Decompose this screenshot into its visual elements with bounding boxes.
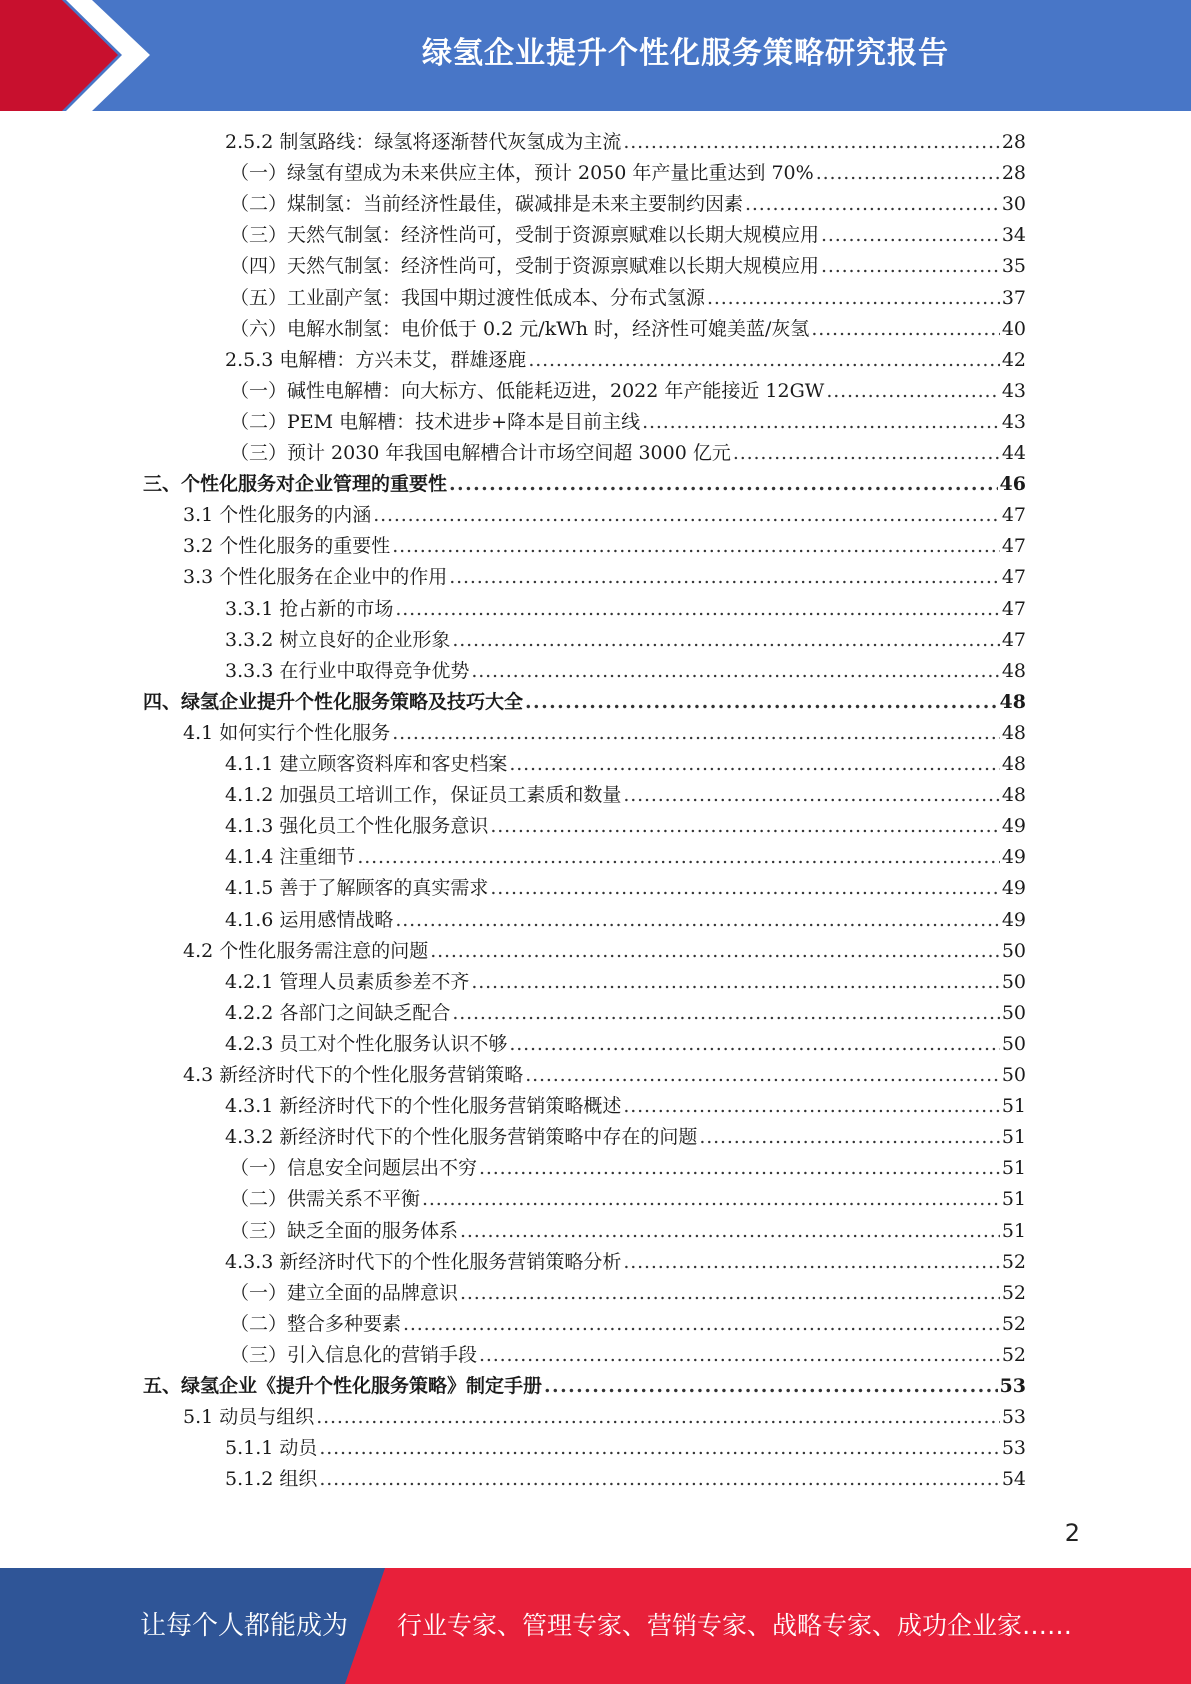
toc-leader-dots (821, 251, 1000, 282)
toc-leader-dots (430, 936, 1000, 967)
toc-leader-dots (509, 1029, 999, 1060)
toc-entry-page: 48 (999, 690, 1026, 713)
toc-leader-dots (623, 780, 999, 811)
toc-entry-page: 44 (1001, 442, 1026, 464)
toc-leader-dots (395, 905, 999, 936)
page-footer (0, 1568, 1191, 1684)
toc-entry-page: 30 (1001, 193, 1026, 216)
toc-entry-page: 46 (999, 473, 1026, 496)
toc-leader-dots (460, 1216, 1000, 1247)
page-number: 2 (1064, 1519, 1080, 1547)
toc-entry-title: 5.1.2 组织 (225, 1468, 318, 1491)
footer-slogan-right: 行业专家、管理专家、营销专家、战略专家、成功企业家…… (397, 1611, 1073, 1640)
toc-entry-page: 51 (1001, 1126, 1026, 1149)
toc-entry-title: 4.3.1 新经济时代下的个性化服务营销策略概述 (225, 1095, 622, 1118)
toc-entry-title: 4.1.4 注重细节 (225, 846, 356, 869)
toc-entry-page: 47 (1001, 535, 1026, 558)
toc-leader-dots (745, 189, 1000, 220)
toc-leader-dots (490, 873, 999, 904)
toc-entry-page: 34 (1001, 224, 1026, 247)
toc-leader-dots (699, 1122, 999, 1153)
toc-entry-page: 49 (1001, 908, 1026, 931)
toc-leader-dots (403, 1309, 1000, 1340)
toc-entry[interactable] (225, 967, 1026, 998)
toc-entry-title: （二）煤制氢：当前经济性最佳，碳减排是未来主要制约因素 (230, 193, 744, 216)
toc-entry[interactable] (143, 1371, 1026, 1402)
toc-entry-title: （一）碱性电解槽：向大标方、低能耗迈进，2022 年产能接近 12GW (230, 379, 825, 402)
toc-entry[interactable] (230, 1278, 1026, 1309)
toc-entry-page: 48 (1001, 784, 1026, 807)
toc-entry[interactable] (225, 1091, 1026, 1122)
toc-leader-dots (373, 500, 1000, 531)
toc-entry-page: 47 (1001, 597, 1026, 620)
toc-leader-dots (826, 376, 999, 407)
toc-entry-title: 4.1.6 运用感情战略 (225, 908, 394, 931)
toc-entry[interactable] (230, 251, 1026, 282)
toc-entry-title: （二）供需关系不平衡 (230, 1188, 421, 1211)
toc-entry-title: （一）建立全面的品牌意识 (230, 1281, 459, 1304)
toc-entry-title: （一）信息安全问题层出不穷 (230, 1157, 478, 1180)
toc-entry[interactable] (230, 1309, 1026, 1340)
header-arrow-decoration (0, 0, 150, 111)
toc-entry-page: 37 (1001, 286, 1026, 309)
toc-leader-dots (357, 842, 999, 873)
toc-entry[interactable] (230, 407, 1026, 438)
toc-entry-title: 四、绿氢企业提升个性化服务策略及技巧大全 (143, 690, 524, 713)
toc-entry-title: （三）天然气制氢：经济性尚可，受制于资源禀赋难以长期大规模应用 (230, 224, 820, 247)
toc-entry-title: 3.3.2 树立良好的企业形象 (225, 628, 451, 651)
toc-entry-page: 52 (1001, 1281, 1026, 1304)
toc-entry-page: 28 (1001, 131, 1026, 153)
toc-entry-title: 三、个性化服务对企业管理的重要性 (143, 473, 448, 496)
toc-leader-dots (449, 469, 998, 500)
toc-entry-page: 53 (1001, 1406, 1026, 1429)
toc-entry-title: 4.3.3 新经济时代下的个性化服务营销策略分析 (225, 1250, 622, 1273)
toc-entry[interactable] (225, 594, 1026, 625)
toc-entry[interactable] (225, 127, 1026, 158)
toc-leader-dots (528, 345, 999, 376)
toc-entry-title: 3.3 个性化服务在企业中的作用 (183, 566, 448, 589)
toc-leader-dots (509, 749, 999, 780)
toc-leader-dots (471, 967, 999, 998)
toc-entry-page: 51 (1001, 1219, 1026, 1242)
toc-entry-title: 4.2.1 管理人员素质参差不齐 (225, 970, 470, 993)
toc-entry-page: 48 (1001, 721, 1026, 744)
toc-entry-title: 4.2.3 员工对个性化服务认识不够 (225, 1032, 508, 1055)
toc-leader-dots (452, 998, 999, 1029)
toc-entry-page: 47 (1001, 628, 1026, 651)
toc-leader-dots (623, 1091, 999, 1122)
toc-entry[interactable] (230, 314, 1026, 345)
toc-entry-title: 4.1.3 强化员工个性化服务意识 (225, 815, 489, 838)
toc-leader-dots (623, 127, 999, 158)
toc-entry[interactable] (183, 531, 1026, 562)
toc-entry-page: 53 (999, 1375, 1026, 1397)
toc-entry[interactable] (230, 438, 1026, 469)
report-title: 绿氢企业提升个性化服务策略研究报告 (422, 36, 949, 71)
toc-leader-dots (490, 811, 999, 842)
toc-entry-title: （四）天然气制氢：经济性尚可，受制于资源禀赋难以长期大规模应用 (230, 255, 820, 278)
toc-entry[interactable] (183, 562, 1026, 593)
toc-entry[interactable] (225, 1464, 1026, 1495)
toc-entry[interactable] (230, 1153, 1026, 1184)
toc-leader-dots (392, 718, 1000, 749)
toc-entry-title: 3.1 个性化服务的内涵 (183, 504, 372, 527)
toc-leader-dots (642, 407, 1000, 438)
toc-entry-page: 47 (1001, 504, 1026, 527)
toc-entry-title: 4.2.2 各部门之间缺乏配合 (225, 1001, 451, 1024)
toc-entry-title: （二）PEM 电解槽：技术进步+降本是目前主线 (230, 410, 641, 433)
toc-entry-page: 50 (1001, 939, 1026, 962)
toc-entry-title: （六）电解水制氢：电价低于 0.2 元/kWh 时，经济性可媲美蓝/灰氢 (230, 317, 810, 340)
toc-entry-title: 4.1 如何实行个性化服务 (183, 721, 391, 744)
toc-leader-dots (811, 314, 999, 345)
toc-leader-dots (319, 1433, 999, 1464)
toc-entry[interactable] (225, 345, 1026, 376)
toc-entry-page: 52 (1001, 1312, 1026, 1335)
toc-entry-page: 53 (1001, 1437, 1026, 1460)
toc-entry-page: 48 (1001, 753, 1026, 775)
toc-entry[interactable] (225, 780, 1026, 811)
toc-leader-dots (422, 1184, 1000, 1215)
toc-leader-dots (471, 656, 999, 687)
toc-entry[interactable] (225, 842, 1026, 873)
toc-entry[interactable] (183, 1060, 1026, 1091)
toc-leader-dots (733, 438, 1000, 469)
toc-entry[interactable] (230, 158, 1026, 189)
toc-leader-dots (392, 531, 1000, 562)
toc-entry[interactable] (225, 656, 1026, 687)
toc-entry-title: 5.1 动员与组织 (183, 1406, 315, 1429)
toc-leader-dots (316, 1402, 1000, 1433)
toc-entry-title: 2.5.2 制氢路线：绿氢将逐渐替代灰氢成为主流 (225, 131, 622, 153)
toc-entry-page: 54 (1001, 1468, 1026, 1491)
toc-entry-page: 52 (1001, 1250, 1026, 1273)
toc-entry-title: 3.3.3 在行业中取得竞争优势 (225, 659, 470, 682)
toc-entry[interactable] (225, 625, 1026, 656)
toc-entry-page: 50 (1001, 1064, 1026, 1086)
toc-leader-dots (395, 594, 999, 625)
toc-entry[interactable] (230, 283, 1026, 314)
toc-entry[interactable] (183, 1402, 1026, 1433)
toc-entry[interactable] (230, 376, 1026, 407)
toc-entry[interactable] (183, 500, 1026, 531)
toc-entry[interactable] (230, 1184, 1026, 1215)
toc-leader-dots (525, 1060, 1000, 1091)
toc-leader-dots (449, 562, 1000, 593)
toc-entry[interactable] (225, 1122, 1026, 1153)
toc-entry[interactable] (230, 1340, 1026, 1371)
toc-entry-page: 49 (1001, 846, 1026, 869)
toc-entry-page: 51 (1001, 1157, 1026, 1180)
toc-entry-page: 28 (1001, 162, 1026, 185)
toc-leader-dots (821, 220, 1000, 251)
toc-entry-title: 5.1.1 动员 (225, 1437, 318, 1460)
toc-entry[interactable] (183, 936, 1026, 967)
toc-leader-dots (544, 1371, 998, 1402)
toc-entry-page: 40 (1001, 317, 1026, 340)
toc-entry[interactable] (225, 811, 1026, 842)
toc-entry-title: 4.2 个性化服务需注意的问题 (183, 939, 429, 962)
toc-entry-page: 52 (1001, 1343, 1026, 1366)
toc-entry[interactable] (230, 1216, 1026, 1247)
toc-entry[interactable] (230, 189, 1026, 220)
toc-leader-dots (707, 283, 1000, 314)
toc-leader-dots (816, 158, 1000, 189)
toc-entry-page: 42 (1001, 348, 1026, 371)
toc-entry-page: 49 (1001, 815, 1026, 838)
toc-entry-title: 五、绿氢企业《提升个性化服务策略》制定手册 (143, 1375, 543, 1397)
toc-entry[interactable] (143, 687, 1026, 718)
toc-entry[interactable] (225, 905, 1026, 936)
toc-entry[interactable] (225, 1247, 1026, 1278)
toc-entry-title: 3.3.1 抢占新的市场 (225, 597, 394, 620)
toc-entry[interactable] (225, 998, 1026, 1029)
toc-leader-dots (460, 1278, 1000, 1309)
toc-entry[interactable] (183, 718, 1026, 749)
toc-entry-page: 43 (1001, 379, 1026, 402)
toc-leader-dots (319, 1464, 999, 1495)
toc-entry-title: （三）预计 2030 年我国电解槽合计市场空间超 3000 亿元 (230, 442, 731, 464)
toc-entry-title: 4.1.5 善于了解顾客的真实需求 (225, 877, 489, 900)
toc-entry-title: （三）引入信息化的营销手段 (230, 1343, 478, 1366)
toc-leader-dots (479, 1153, 1000, 1184)
toc-entry-page: 49 (1001, 877, 1026, 900)
toc-entry-page: 43 (1001, 410, 1026, 433)
toc-entry-title: 4.1.1 建立顾客资料库和客史档案 (225, 753, 508, 775)
toc-entry-page: 50 (1001, 1032, 1026, 1055)
toc-entry[interactable] (225, 749, 1026, 780)
toc-entry-page: 50 (1001, 970, 1026, 993)
toc-entry-page: 48 (1001, 659, 1026, 682)
toc-leader-dots (623, 1247, 999, 1278)
toc-entry-title: 4.3 新经济时代下的个性化服务营销策略 (183, 1064, 524, 1086)
toc-entry[interactable] (230, 220, 1026, 251)
toc-entry-title: 3.2 个性化服务的重要性 (183, 535, 391, 558)
toc-entry-page: 51 (1001, 1188, 1026, 1211)
page-header (0, 0, 1191, 111)
footer-slogan-left: 让每个人都能成为 (140, 1611, 349, 1641)
toc-entry-title: （三）缺乏全面的服务体系 (230, 1219, 459, 1242)
toc-entry[interactable] (225, 873, 1026, 904)
toc-entry-page: 35 (1001, 255, 1026, 278)
toc-entry-title: （一）绿氢有望成为未来供应主体，预计 2050 年产量比重达到 70% (230, 162, 814, 185)
toc-entry-title: 4.3.2 新经济时代下的个性化服务营销策略中存在的问题 (225, 1126, 698, 1149)
toc-entry-title: 2.5.3 电解槽：方兴未艾，群雄逐鹿 (225, 348, 527, 371)
toc-leader-dots (479, 1340, 1000, 1371)
toc-entry[interactable] (225, 1433, 1026, 1464)
toc-entry-title: （五）工业副产氢：我国中期过渡性低成本、分布式氢源 (230, 286, 706, 309)
toc-entry-page: 47 (1001, 566, 1026, 589)
toc-entry-title: 4.1.2 加强员工培训工作，保证员工素质和数量 (225, 784, 622, 807)
toc-entry-page: 50 (1001, 1001, 1026, 1024)
toc-entry[interactable] (143, 469, 1026, 500)
toc-entry-title: （二）整合多种要素 (230, 1312, 402, 1335)
toc-entry-page: 51 (1001, 1095, 1026, 1118)
toc-entry[interactable] (225, 1029, 1026, 1060)
toc-leader-dots (525, 687, 998, 718)
toc-leader-dots (452, 625, 999, 656)
